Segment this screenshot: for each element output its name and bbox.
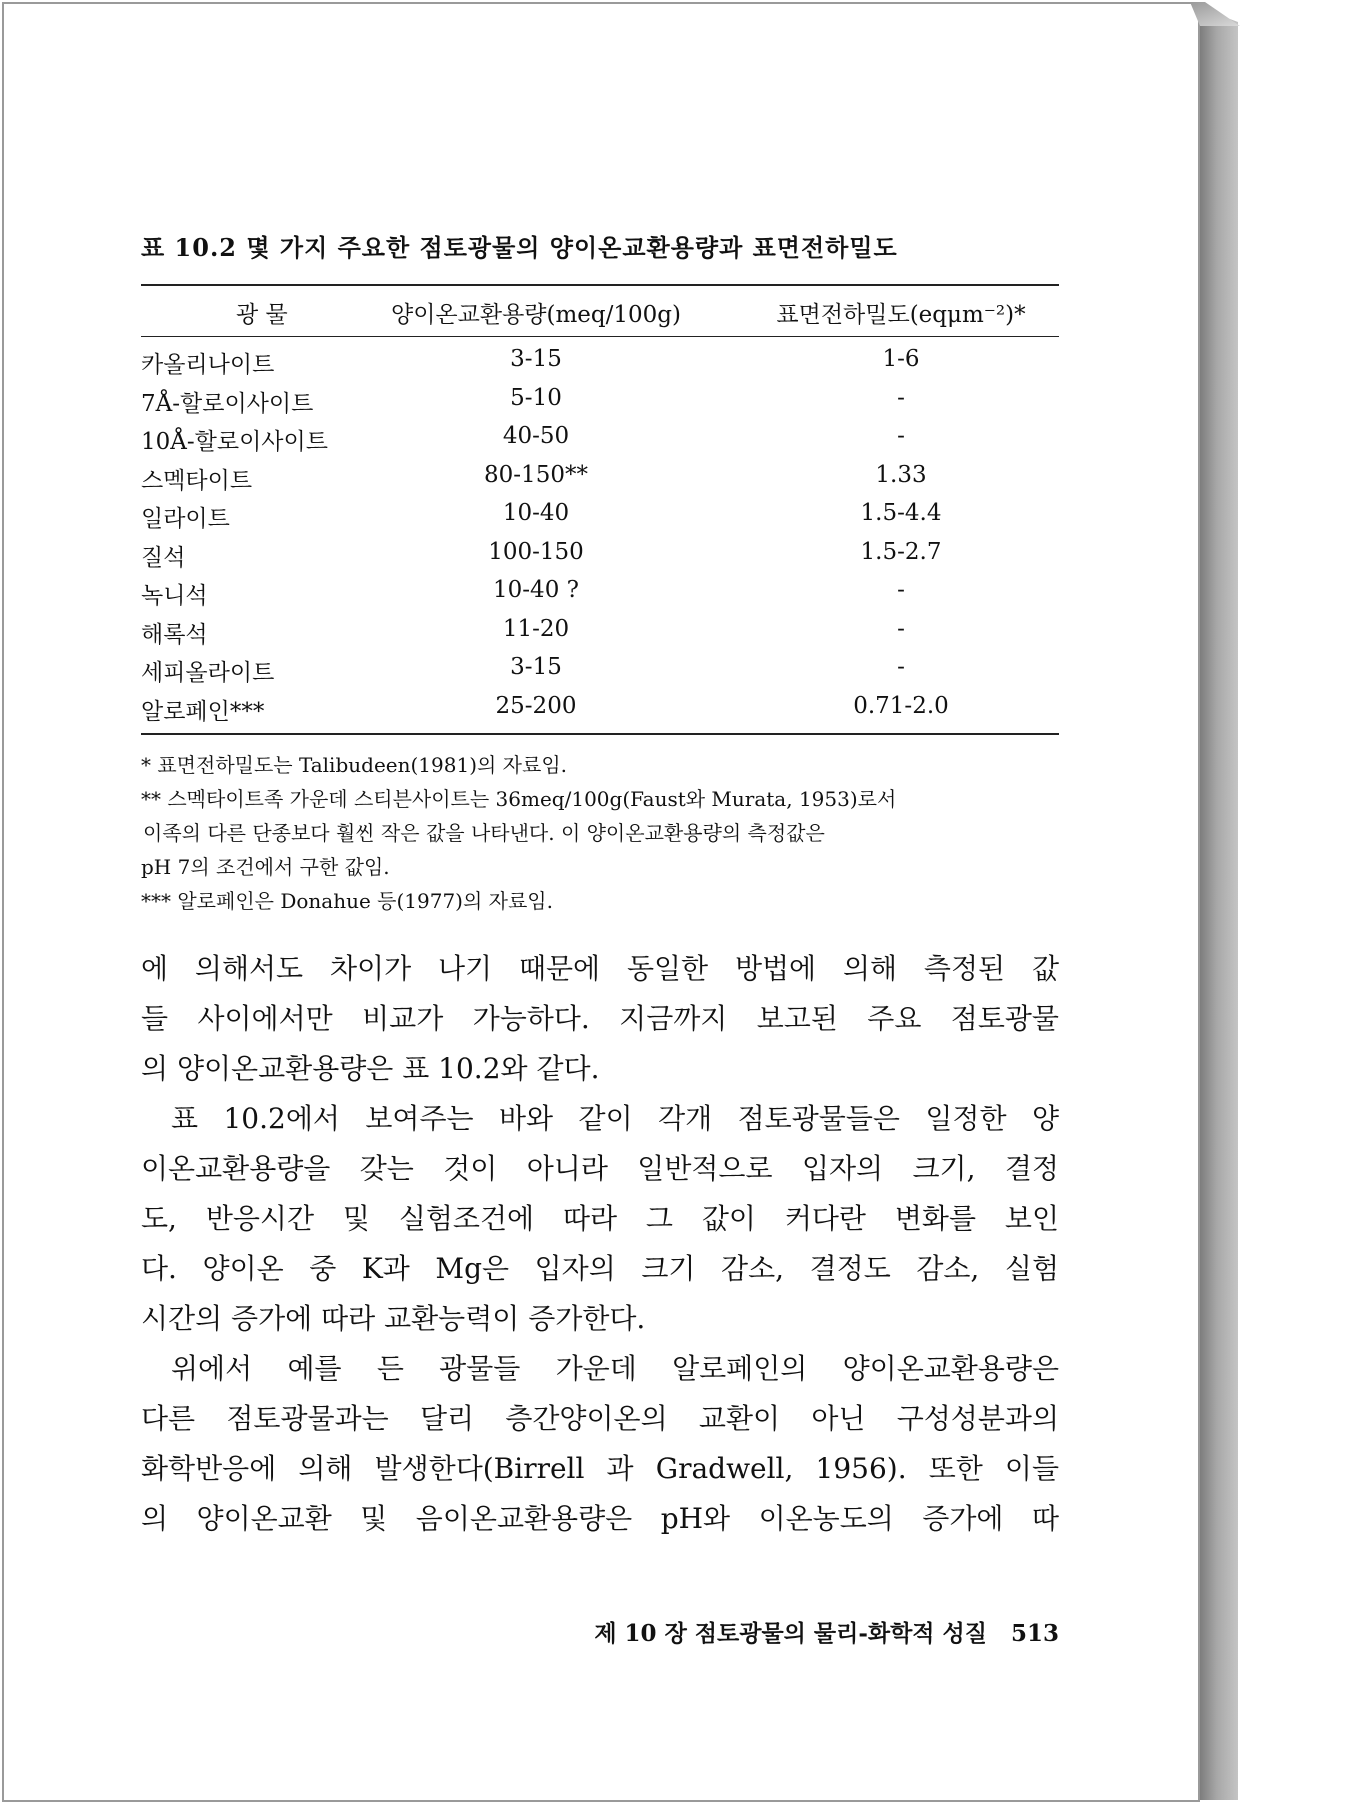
body-line: 들 사이에서만 비교가 가능하다. 지금까지 보고된 주요 점토광물 bbox=[141, 1002, 1059, 1035]
header-mineral: 광 물 bbox=[236, 302, 288, 328]
table-row bbox=[141, 462, 1059, 496]
cell-mineral: 세피올라이트 bbox=[141, 660, 275, 686]
cell-charge-density: - bbox=[897, 384, 905, 411]
footnote: * 표면전하밀도는 Talibudeen(1981)의 자료임. bbox=[141, 753, 567, 777]
cell-charge-density: 0.71-2.0 bbox=[853, 692, 949, 719]
running-footer-chapter: 제 10 장 점토광물의 물리-화학적 성질 bbox=[594, 1620, 987, 1647]
body-line: 의 양이온교환용량은 표 10.2와 같다. bbox=[141, 1052, 600, 1085]
table-row bbox=[141, 693, 1059, 727]
cell-cec: 10-40 bbox=[502, 500, 570, 526]
body-line: 다른 점토광물과는 달리 층간양이온의 교환이 아닌 구성성분과의 bbox=[141, 1402, 1059, 1435]
table-row bbox=[141, 654, 1059, 688]
footnote: 이족의 다른 단종보다 훨씬 작은 값을 나타낸다. 이 양이온교환용량의 측정값은 bbox=[143, 821, 825, 845]
body-line: 표 10.2에서 보여주는 바와 같이 각개 점토광물들은 일정한 양 bbox=[171, 1102, 1059, 1135]
table-bottom-rule bbox=[141, 733, 1059, 735]
cell-mineral: 스멕타이트 bbox=[141, 467, 253, 494]
table-header-rule bbox=[141, 336, 1059, 337]
page-footer bbox=[141, 1615, 1059, 1648]
cell-cec: 10-40 ? bbox=[493, 577, 579, 603]
cell-cec: 3-15 bbox=[510, 654, 562, 680]
table-row bbox=[141, 385, 1059, 419]
cell-cec: 11-20 bbox=[502, 615, 570, 642]
cell-mineral: 질석 bbox=[141, 544, 186, 571]
table-row bbox=[141, 423, 1059, 457]
body-text bbox=[141, 944, 1059, 1544]
cell-cec: 40-50 bbox=[502, 423, 570, 449]
body-line: 이온교환용량을 갖는 것이 아니라 일반적으로 입자의 크기, 결정 bbox=[141, 1152, 1059, 1185]
footnote: pH 7의 조건에서 구한 값임. bbox=[141, 855, 390, 879]
cell-cec: 80-150** bbox=[484, 461, 588, 488]
cell-mineral: 카올리나이트 bbox=[141, 352, 275, 378]
cell-charge-density: - bbox=[897, 654, 905, 680]
cell-charge-density: 1.33 bbox=[875, 461, 927, 488]
cell-cec: 3-15 bbox=[510, 346, 562, 372]
body-line: 에 의해서도 차이가 나기 때문에 동일한 방법에 의해 측정된 값 bbox=[141, 952, 1059, 985]
page-number: 513 bbox=[1010, 1620, 1059, 1647]
cell-mineral: 일라이트 bbox=[141, 506, 230, 532]
header-cec: 양이온교환용량(meq/100g) bbox=[391, 302, 681, 328]
table-caption: 표 10.2 몇 가지 주요한 점토광물의 양이온교환용량과 표면전하밀도 bbox=[141, 233, 898, 262]
table-row bbox=[141, 539, 1059, 573]
footnote: ** 스멕타이트족 가운데 스티븐사이트는 36meq/100g(Faust와 Murata, 1953)로서 bbox=[141, 787, 897, 811]
body-line: 다. 양이온 중 K과 Mg은 입자의 크기 감소, 결정도 감소, 실험 bbox=[141, 1252, 1059, 1285]
body-line: 화학반응에 의해 발생한다(Birrell 과 Gradwell, 1956). 또한 이들 bbox=[141, 1452, 1059, 1485]
cell-charge-density: 1.5-2.7 bbox=[860, 538, 942, 565]
cell-mineral: 녹니석 bbox=[141, 583, 208, 609]
table-row bbox=[141, 577, 1059, 611]
cell-mineral: 알로페인*** bbox=[141, 698, 265, 725]
book-spine-edge bbox=[1200, 8, 1238, 1800]
table-row bbox=[141, 500, 1059, 534]
cell-cec: 5-10 bbox=[510, 384, 562, 411]
body-line: 도, 반응시간 및 실험조건에 따라 그 값이 커다란 변화를 보인 bbox=[141, 1202, 1059, 1235]
cell-mineral: 10Å-할로이사이트 bbox=[141, 429, 328, 455]
table-header bbox=[141, 296, 1059, 326]
cell-cec: 25-200 bbox=[495, 692, 577, 719]
header-charge-density: 표면전하밀도(eqμm⁻²)* bbox=[776, 302, 1026, 328]
footnote: *** 알로페인은 Donahue 등(1977)의 자료임. bbox=[141, 889, 553, 913]
body-line: 시간의 증가에 따라 교환능력이 증가한다. bbox=[141, 1302, 646, 1335]
table-top-rule bbox=[141, 284, 1059, 286]
body-line: 의 양이온교환 및 음이온교환용량은 pH와 이온농도의 증가에 따 bbox=[141, 1502, 1059, 1535]
table-row bbox=[141, 346, 1059, 380]
table-row bbox=[141, 616, 1059, 650]
cell-mineral: 7Å-할로이사이트 bbox=[141, 390, 314, 417]
cell-cec: 100-150 bbox=[488, 538, 584, 565]
cell-charge-density: - bbox=[897, 577, 905, 603]
body-line: 위에서 예를 든 광물들 가운데 알로페인의 양이온교환용량은 bbox=[171, 1352, 1059, 1385]
cell-mineral: 해록석 bbox=[141, 621, 208, 648]
table-footnotes bbox=[141, 748, 1059, 918]
cell-charge-density: 1-6 bbox=[882, 346, 920, 372]
cell-charge-density: - bbox=[897, 423, 905, 449]
cell-charge-density: - bbox=[897, 615, 905, 642]
cell-charge-density: 1.5-4.4 bbox=[860, 500, 942, 526]
